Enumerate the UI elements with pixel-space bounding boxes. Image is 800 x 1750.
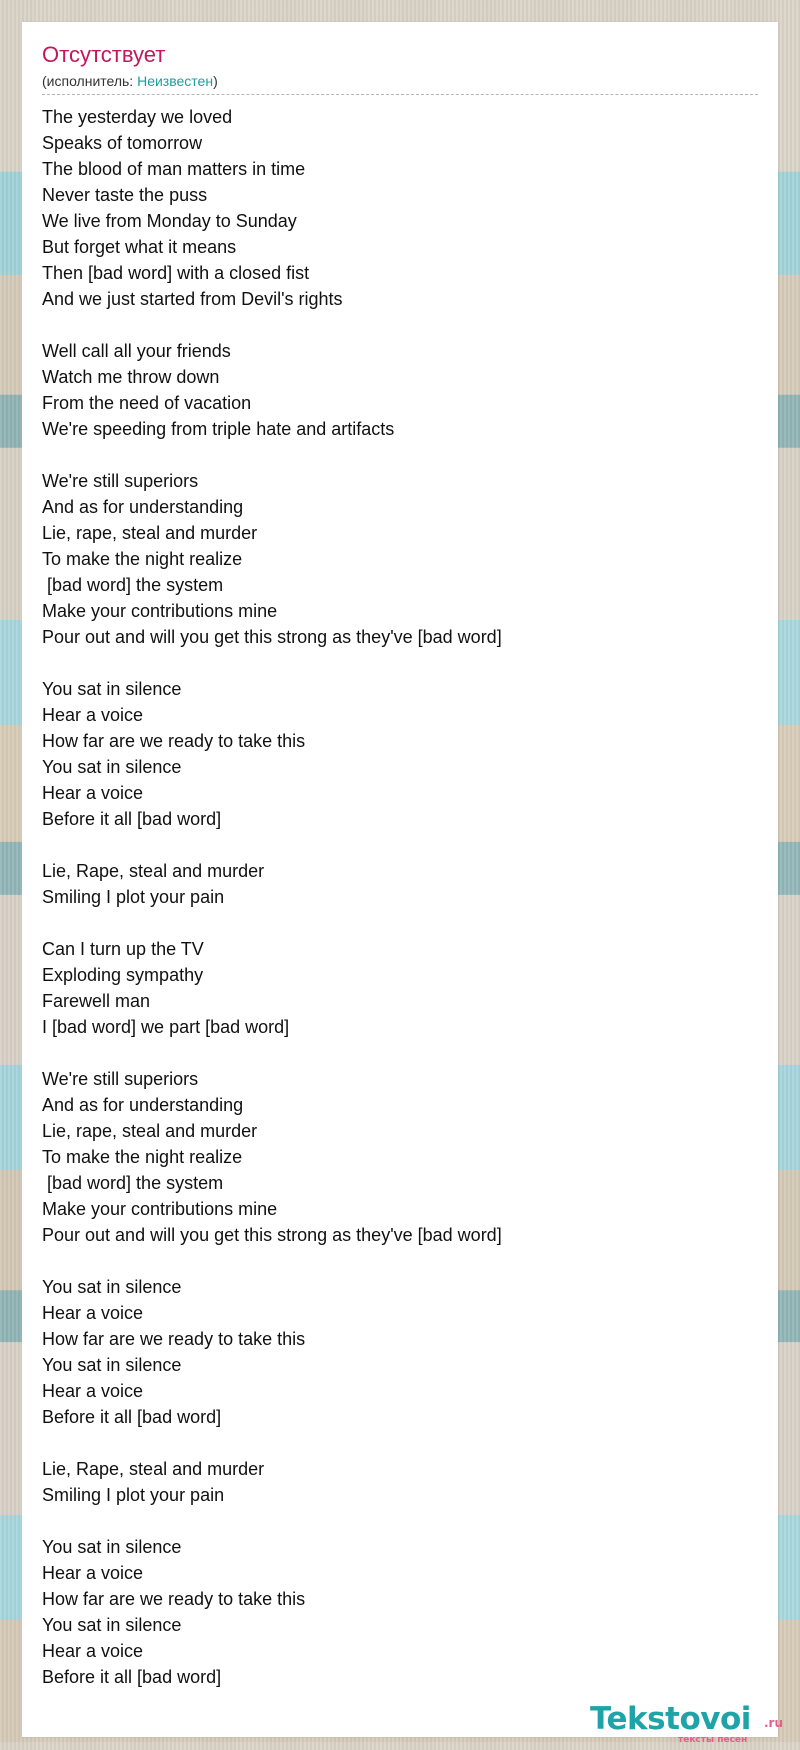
lyrics-stanza bbox=[42, 468, 742, 650]
lyrics-line: To make the night realize bbox=[42, 549, 243, 569]
lyrics-line: Well call all your friends bbox=[42, 341, 231, 361]
lyrics-line: Never taste the puss bbox=[42, 185, 208, 205]
lyrics-line: You sat in silence bbox=[42, 1355, 182, 1375]
lyrics-line: You sat in silence bbox=[42, 1277, 182, 1297]
lyrics-stanza bbox=[42, 104, 742, 312]
lyrics-line: Before it all [bad word] bbox=[42, 1667, 222, 1687]
lyrics-line: And we just started from Devil's rights bbox=[42, 289, 343, 309]
lyrics-line: Pour out and will you get this strong as they've [bad word] bbox=[42, 1225, 502, 1245]
artist-suffix: ) bbox=[213, 73, 218, 89]
lyrics-line: Make your contributions mine bbox=[42, 1199, 278, 1219]
lyrics-line: And as for understanding bbox=[42, 1095, 244, 1115]
artist-prefix: (исполнитель: bbox=[42, 73, 138, 89]
lyrics-line: The blood of man matters in time bbox=[42, 159, 306, 179]
lyrics-line: How far are we ready to take this bbox=[42, 1589, 306, 1609]
lyrics-line: Smiling I plot your pain bbox=[42, 887, 225, 907]
lyrics-body bbox=[42, 104, 742, 1716]
lyrics-line: Watch me throw down bbox=[42, 367, 220, 387]
artist-link[interactable]: Неизвестен bbox=[137, 73, 214, 89]
lyrics-line: We're still superiors bbox=[42, 471, 199, 491]
lyrics-line: Can I turn up the TV bbox=[42, 939, 204, 959]
lyrics-stanza bbox=[42, 1274, 742, 1430]
lyrics-line: Hear a voice bbox=[42, 1641, 144, 1661]
lyrics-line: Hear a voice bbox=[42, 783, 144, 803]
lyrics-stanza bbox=[42, 1456, 742, 1508]
lyrics-line: You sat in silence bbox=[42, 1537, 182, 1557]
lyrics-line: How far are we ready to take this bbox=[42, 1329, 306, 1349]
lyrics-stanza bbox=[42, 858, 742, 910]
lyrics-line: Speaks of tomorrow bbox=[42, 133, 203, 153]
lyrics-line: Farewell man bbox=[42, 991, 151, 1011]
lyrics-line: The yesterday we loved bbox=[42, 107, 233, 127]
lyrics-line: From the need of vacation bbox=[42, 393, 252, 413]
logo-subtitle: тексты песен bbox=[678, 1735, 748, 1745]
lyrics-line: But forget what it means bbox=[42, 237, 237, 257]
lyrics-line: We're still superiors bbox=[42, 1069, 199, 1089]
lyrics-line: We're speeding from triple hate and artifacts bbox=[42, 419, 395, 439]
lyrics-line: You sat in silence bbox=[42, 1615, 182, 1635]
lyrics-line: Lie, rape, steal and murder bbox=[42, 1121, 258, 1141]
lyrics-line: Lie, Rape, steal and murder bbox=[42, 861, 265, 881]
lyrics-line: Hear a voice bbox=[42, 705, 144, 725]
artist-line bbox=[42, 72, 218, 90]
lyrics-line: To make the night realize bbox=[42, 1147, 243, 1167]
lyrics-card bbox=[22, 22, 784, 1745]
lyrics-line: You sat in silence bbox=[42, 757, 182, 777]
lyrics-line: How far are we ready to take this bbox=[42, 731, 306, 751]
logo-tld: .ru bbox=[764, 1716, 784, 1730]
lyrics-stanza bbox=[42, 338, 742, 442]
lyrics-line: Hear a voice bbox=[42, 1563, 144, 1583]
lyrics-line: Before it all [bad word] bbox=[42, 1407, 222, 1427]
logo-wordmark: Tekstovoi bbox=[590, 1701, 751, 1737]
lyrics-line: I [bad word] we part [bad word] bbox=[42, 1017, 290, 1037]
lyrics-line: You sat in silence bbox=[42, 679, 182, 699]
lyrics-line: Smiling I plot your pain bbox=[42, 1485, 225, 1505]
lyrics-line: [bad word] the system bbox=[42, 1173, 224, 1193]
lyrics-line: [bad word] the system bbox=[42, 575, 224, 595]
lyrics-stanza bbox=[42, 936, 742, 1040]
lyrics-line: Hear a voice bbox=[42, 1381, 144, 1401]
song-title: Отсутствует bbox=[42, 42, 166, 67]
lyrics-stanza bbox=[42, 676, 742, 832]
lyrics-line: Exploding sympathy bbox=[42, 965, 204, 985]
site-logo[interactable] bbox=[590, 1702, 790, 1750]
lyrics-stanza bbox=[42, 1534, 742, 1690]
lyrics-line: Before it all [bad word] bbox=[42, 809, 222, 829]
lyrics-line: Then [bad word] with a closed fist bbox=[42, 263, 310, 283]
lyrics-line: Pour out and will you get this strong as they've [bad word] bbox=[42, 627, 502, 647]
dashed-divider bbox=[42, 94, 758, 95]
lyrics-line: Hear a voice bbox=[42, 1303, 144, 1323]
lyrics-stanza bbox=[42, 1066, 742, 1248]
lyrics-line: We live from Monday to Sunday bbox=[42, 211, 297, 231]
lyrics-line: Lie, rape, steal and murder bbox=[42, 523, 258, 543]
lyrics-line: Lie, Rape, steal and murder bbox=[42, 1459, 265, 1479]
lyrics-line: And as for understanding bbox=[42, 497, 244, 517]
lyrics-line: Make your contributions mine bbox=[42, 601, 278, 621]
